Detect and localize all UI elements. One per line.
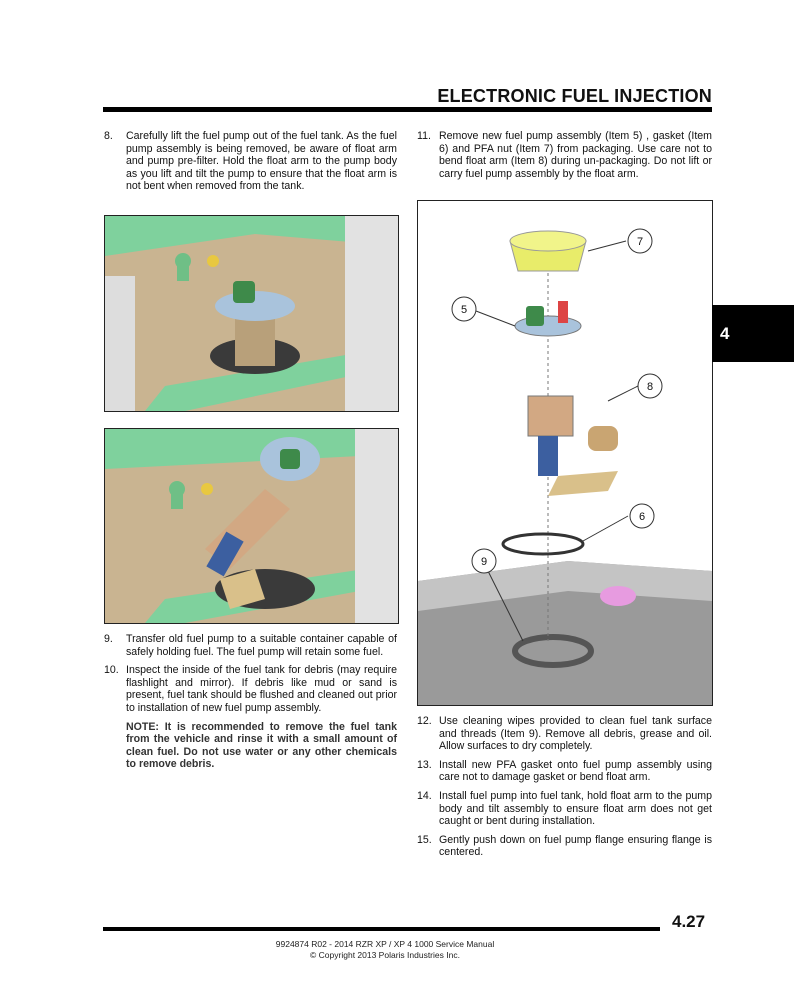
step-12: 12. Use cleaning wipes provided to clean fuel tank surface and threads (Item 9). Remove all debris, grease and oil. Allow surfaces to dry completely. (417, 715, 712, 753)
fuel-tank-illustration (105, 216, 398, 411)
figure-pump-removal-2 (104, 428, 399, 624)
footer-manual-title: 9924874 R02 - 2014 RZR XP / XP 4 1000 Service Manual (275, 939, 495, 949)
section-title: ELECTRONIC FUEL INJECTION (437, 86, 712, 106)
chapter-tab: 4 (712, 305, 794, 362)
header-rule (103, 107, 712, 112)
footer-text (240, 939, 530, 961)
left-column-lower (104, 633, 397, 771)
callout-5: 5 (460, 304, 468, 316)
step-15: 15. Gently push down on fuel pump flange ensuring flange is centered. (417, 833, 712, 859)
step-11: 11. Remove new fuel pump assembly (Item 5) , gasket (Item 6) and PFA nut (Item 7) from packaging. Use care not to bend float arm (Item 8) during un-packaging. Do not lift or carry fuel pump assembly by the float arm. (417, 130, 712, 180)
step-8: 8. Carefully lift the fuel pump out of the fuel tank. As the fuel pump assembly is being removed, be aware of float arm and pump pre-filter. Hold the float arm to the pump body as you lift and tilt the pump to ensure that the float arm is not bent when removed from the tank. (104, 130, 397, 193)
figure-pump-removal-1 (104, 215, 399, 412)
callout-6: 6 (638, 511, 646, 523)
step-9: 9. Transfer old fuel pump to a suitable container capable of safely holding fuel. The fuel pump will retain some fuel. (104, 633, 397, 658)
footer-rule (103, 927, 660, 931)
right-column (417, 130, 712, 186)
right-column-lower (417, 715, 712, 865)
figure-pump-exploded-view (417, 200, 713, 706)
left-column (104, 130, 397, 199)
footer-copyright: © Copyright 2013 Polaris Industries Inc. (310, 950, 460, 960)
callout-9: 9 (480, 556, 488, 568)
callout-7: 7 (636, 236, 644, 248)
step-13: 13. Install new PFA gasket onto fuel pump assembly using care not to damage gasket or bend float arm. (417, 758, 712, 784)
note: NOTE: It is recommended to remove the fuel tank from the vehicle and rinse it with a small amount of clean fuel. Do not use water or any other chemicals to remove debris. (126, 720, 397, 771)
callout-8: 8 (646, 381, 654, 393)
exploded-view-illustration (418, 201, 712, 705)
step-14: 14. Install fuel pump into fuel tank, hold float arm to the pump body and tilt assembly to ensure float arm does not get caught or bent during installation. (417, 789, 712, 828)
fuel-pump-tilt-illustration (105, 429, 398, 623)
step-10: 10. Inspect the inside of the fuel tank for debris (may require flashlight and mirror). If debris like mud or sand is present, fuel tank should be flushed and cleaned out prior to installation of new fuel pump assembly. (104, 664, 397, 714)
page-number: 4.27 (672, 912, 706, 931)
